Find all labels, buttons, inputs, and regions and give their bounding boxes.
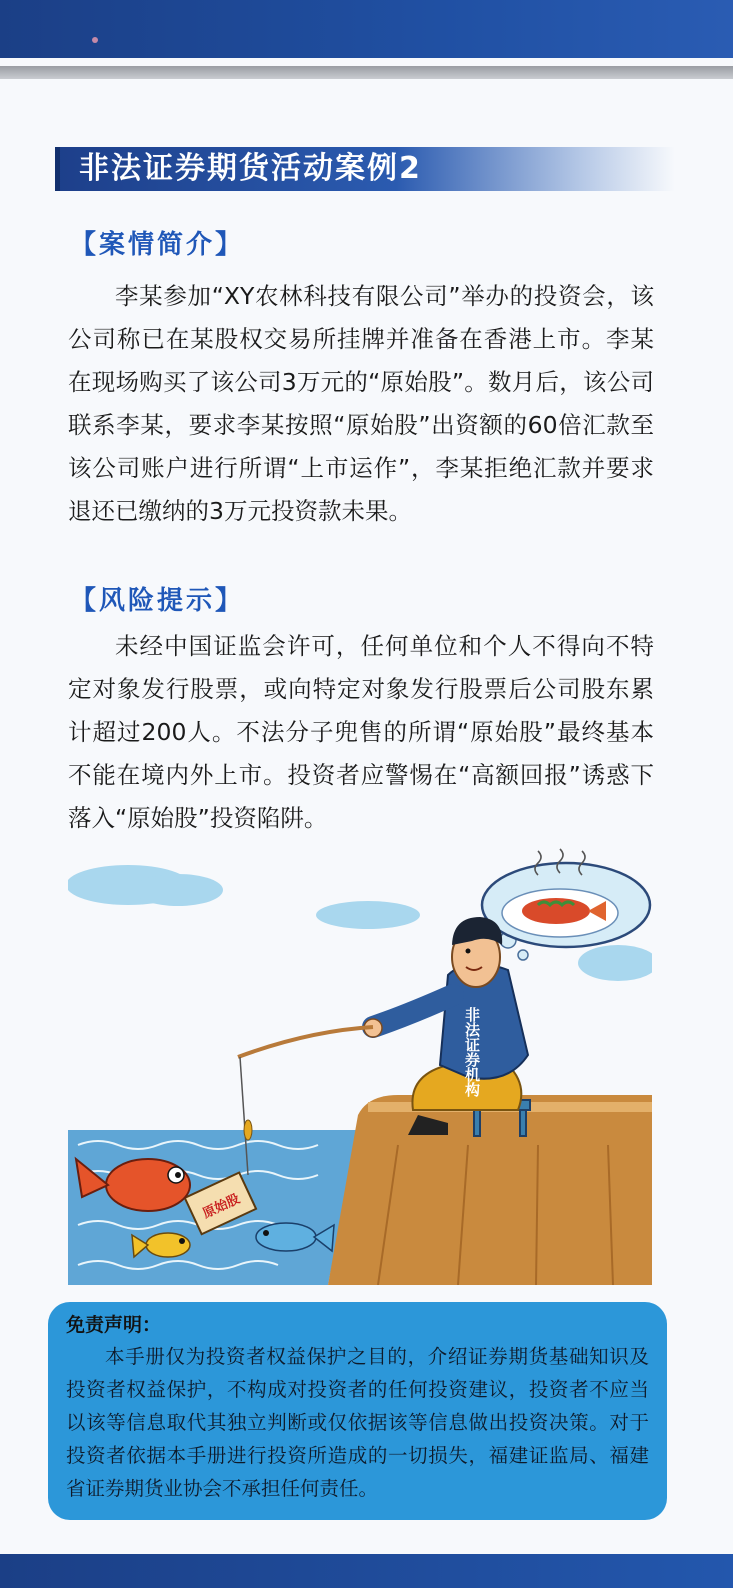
cloud-left — [68, 865, 223, 906]
disclaimer-text: 本手册仅为投资者权益保护之目的，介绍证券期货基础知识及投资者权益保护，不构成对投资者的任何投资建议，投资者不应当以该等信息取代其独立判断或仅依据该等信息做出投资决策。对于投资者依据本手册进行投资所造成的一切损失，福建证监局、福建省证券期货业协会不承担任何责任。 — [66, 1345, 649, 1500]
risk-tip-heading: 【风险提示】 — [70, 586, 245, 616]
page-title: 非法证券期货活动案例2 — [79, 151, 422, 186]
case-intro-heading: 【案情简介】 — [70, 230, 245, 260]
title-banner — [55, 147, 675, 191]
top-divider — [0, 66, 733, 79]
case-intro-text: 李某参加“XY农林科技有限公司”举办的投资会，该公司称已在某股权交易所挂牌并准备在香港上市。李某在现场购买了该公司3万元的“原始股”。数月后，该公司联系李某，要求李某按照“原始股”出资额的60倍汇款至该公司账户进行所谓“上市运作”，李某拒绝汇款并要求退还已缴纳的3万元投资款未果。 — [68, 282, 654, 525]
jacket-text: 非法证券机构 — [463, 1007, 481, 1097]
decorative-dot — [92, 37, 98, 43]
top-banner — [0, 0, 733, 58]
fishing-illustration — [68, 845, 652, 1285]
bottom-banner — [0, 1554, 733, 1588]
svg-text:原始股: 原始股 — [200, 1191, 243, 1222]
cloud-right — [578, 945, 652, 981]
thought-bubble — [482, 849, 650, 960]
disclaimer-box — [48, 1302, 667, 1520]
cloud-middle — [316, 901, 420, 929]
disclaimer-title: 免责声明： — [66, 1314, 162, 1336]
fishing-rod — [238, 1027, 373, 1057]
risk-tip-text: 未经中国证监会许可，任何单位和个人不得向不特定对象发行股票，或向特定对象发行股票后公司股东累计超过200人。不法分子兜售的所谓“原始股”最终基本不能在境内外上市。投资者应警惕在“高额回报”诱惑下落入“原始股”投资陷阱。 — [68, 632, 654, 832]
pier — [328, 1095, 652, 1285]
float — [244, 1120, 252, 1140]
